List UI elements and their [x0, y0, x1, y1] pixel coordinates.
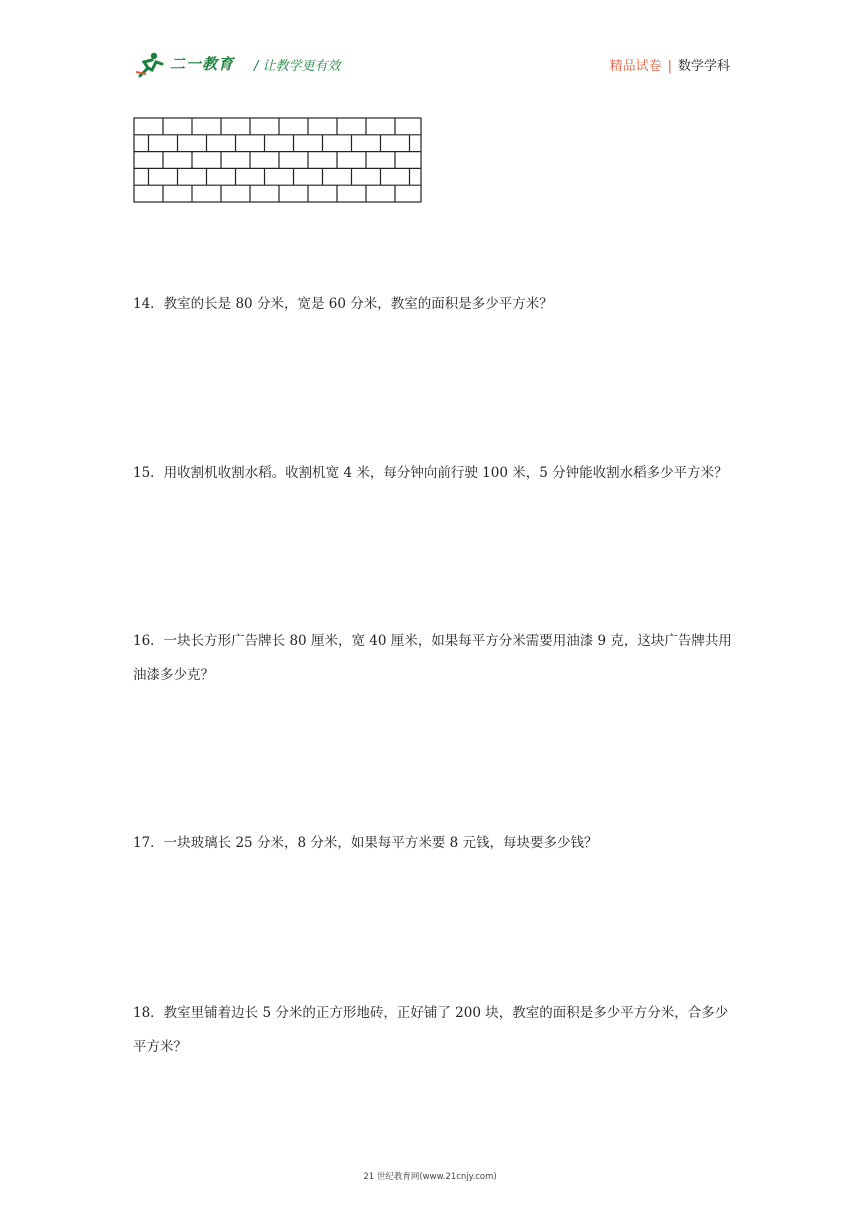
- question-17: 17．一块玻璃长 25 分米，8 分米，如果每平方米要 8 元钱，每块要多少钱？: [133, 835, 598, 851]
- page-header: [134, 50, 730, 82]
- question-18: 18．教室里铺着边长 5 分米的正方形地砖，正好铺了 200 块，教室的面积是多少平方分米，合多少平方米？: [133, 1005, 729, 1055]
- page-footer: 21 世纪教育网(www.21cnjy.com): [363, 1172, 497, 1182]
- slogan: / 让教学更有效: [254, 59, 341, 74]
- runner-logo-icon: [134, 50, 168, 80]
- brick-wall-figure: [133, 117, 423, 203]
- question-14: 14．教室的长是 80 分米，宽是 60 分米，教室的面积是多少平方米？: [133, 296, 553, 312]
- question-16: 16．一块长方形广告牌长 80 厘米，宽 40 厘米，如果每平方分米需要用油漆 9 克，这块广告牌共用油漆多少克？: [133, 633, 732, 683]
- logo: [134, 50, 168, 80]
- header-right: [610, 55, 730, 74]
- wall-outline: [134, 118, 421, 202]
- header-separator: |: [667, 59, 672, 74]
- header-label-subject: 数学学科: [677, 59, 730, 74]
- question-15: 15．用收割机收割水稻。收割机宽 4 米，每分钟向前行驶 100 米，5 分钟能收割水稻多少平方米？: [133, 465, 728, 481]
- header-label-premium: 精品试卷: [609, 59, 662, 74]
- brand-name: 二一教育: [170, 55, 235, 73]
